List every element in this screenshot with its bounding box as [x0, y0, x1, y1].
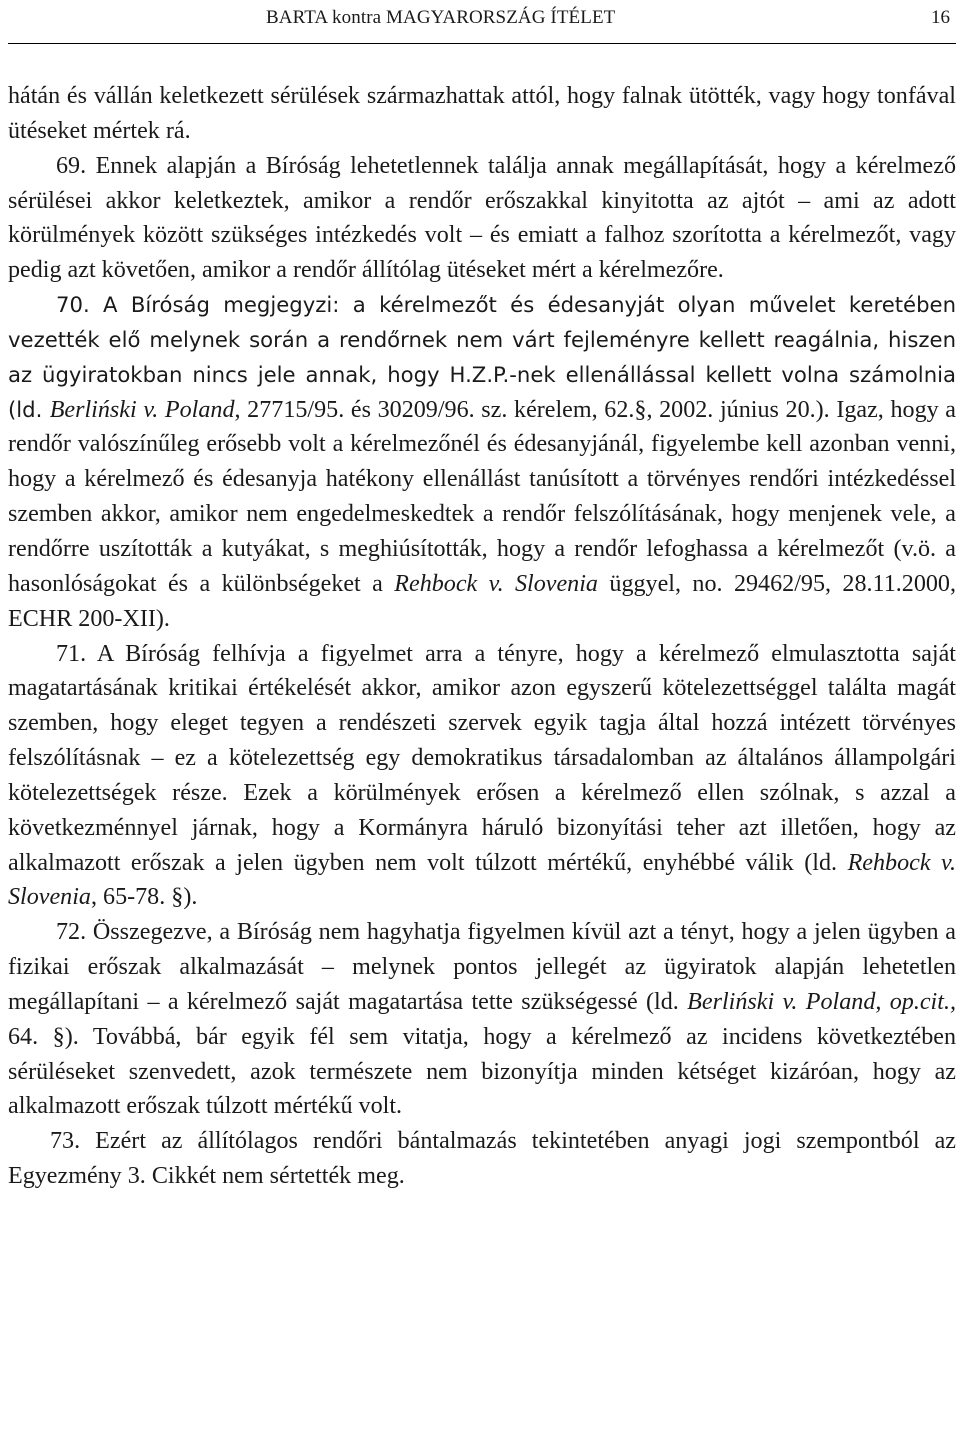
judgment-body	[8, 79, 956, 1194]
paragraph-70-text-b: , 27715/95. és 30209/96. sz. kérelem, 62.§, 2002. június 20.).	[234, 396, 837, 423]
paragraph-70-text-c: Igaz, hogy a rendőr valószínűleg erősebb volt a kérelmezőnél és édesanyjánál, figyelembe kell azonban venni, hogy a kérelmező és édesanyja hatékony ellenállást tanúsított a törvényes rendőri intézkedéssel szemben akkor, amikor nem engedelmeskedtek a rendőr felszólításának, hogy menjenek vele, a rendőrre uszították a kutyákat, s meghiúsították, hogy a rendőr lefoghassa a kérelmezőt (v.ö. a hasonlóságokat és a különbségeket a	[8, 396, 956, 597]
paragraph-71-text-a: 71. A Bíróság felhívja a figyelmet arra a tényre, hogy a kérelmező elmulasztotta saját magatartásának kritikai értékelését akkor, amikor azon egyszerű kötelezettséggel találta magát szemben, hogy eleget tegyen a rendészeti szervek egyik tagja által hozzá intézett törvényes felszólításnak – ez a kötelezettség egy demokratikus társadalomban az általános állampolgári kötelezettségek része. Ezek a körülmények erősen a kérelmező ellen szólnak, s azzal a következménnyel járnak, hogy a Kormányra háruló bizonyítási teher azt illetően, hogy az alkalmazott erőszak a jelen ügyben nem volt túlzott mértékű, enyhébbé válik (ld.	[8, 640, 956, 876]
paragraph-71	[8, 637, 956, 916]
document-page	[8, 0, 958, 1438]
case-citation-rehbock: Rehbock v. Slovenia	[394, 570, 598, 597]
paragraph-72-text-b: 64. §). Továbbá, bár egyik fél sem vitatja, hogy a kérelmező az incidens következtében sérüléseket szenvedett, azok természete nem bizonyítja minden kétséget kizáróan, hogy az alkalmazott erőszak túlzott mértékű volt.	[8, 1023, 956, 1120]
paragraph-70-text-d: üggyel, no. 29462/95, 28.11.2000, ECHR 200-XII).	[8, 570, 956, 632]
paragraph-73: 73. Ezért az állítólagos rendőri bántalmazás tekintetében anyagi jogi szempontból az Egyezmény 3. Cikkét nem sértették meg.	[8, 1128, 956, 1190]
paragraph-69: 69. Ennek alapján a Bíróság lehetetlennek találja annak megállapítását, hogy a kérelmező sérülései akkor keletkeztek, amikor a rendőr erőszakkal kinyitotta az ajtót – ami az adott körülmények között szükséges intézkedés volt – és emiatt a falhoz szorította a kérelmezőt, vagy pedig azt követően, amikor a rendőr állítólag ütéseket mért a kérelmezőre.	[8, 152, 956, 284]
case-citation-rehbock: Rehbock v. Slovenia	[8, 849, 956, 911]
running-title: BARTA kontra MAGYARORSZÁG ÍTÉLET	[266, 7, 616, 28]
paragraph-70	[8, 288, 956, 636]
paragraph-72	[8, 915, 956, 1124]
paragraph-71-text-b: , 65-78. §).	[90, 884, 198, 911]
paragraph-72-text-a: 72. Összegezve, a Bíróság nem hagyhatja figyelmen kívül azt a tényt, hogy a jelen ügyben a fizikai erőszak alkalmazását – melynek pontos jellegét az ügyiratok alapján lehetetlen megállapítani – a kérelmező saját magatartása tette szükségessé (ld.	[8, 919, 956, 1015]
case-citation-berlinski: Berliński v. Poland	[49, 396, 235, 423]
page-number: 16	[931, 7, 950, 28]
paragraph-68-continuation: hátán és vállán keletkezett sérülések származhattak attól, hogy falnak ütötték, vagy hogy tonfával ütéseket mértek rá.	[8, 83, 956, 144]
case-citation-berlinski: Berliński v. Poland, op.cit.,	[687, 988, 956, 1015]
header-divider	[8, 43, 956, 44]
paragraph-70-text-a: 70. A Bíróság megjegyzi: a kérelmezőt és édesanyját olyan művelet keretében vezették elő melynek során a rendőrnek nem várt fejleményre kellett reagálnia, hiszen az ügyiratokban nincs jele annak, hogy H.Z.P.-nek ellenállással kellett volna számolnia (ld.	[8, 292, 956, 422]
page-header	[8, 4, 958, 32]
